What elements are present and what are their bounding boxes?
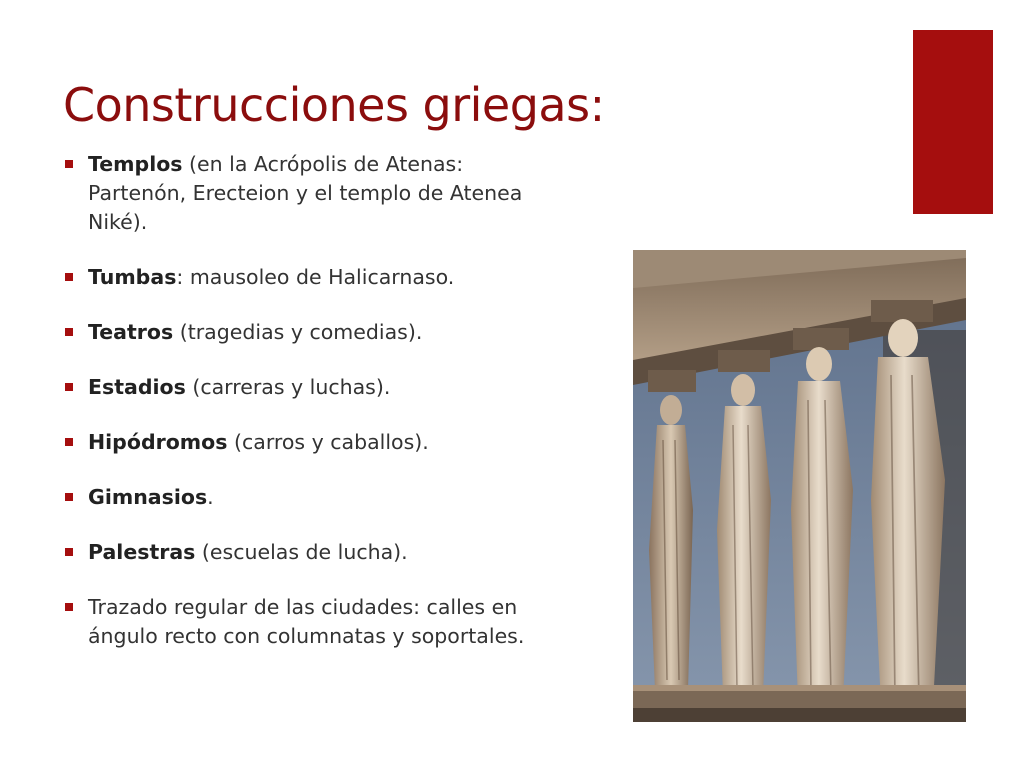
caryatids-photo [633, 250, 966, 722]
bullet-term: Hipódromos [88, 430, 228, 454]
bullet-text: (tragedias y comedias). [173, 320, 423, 344]
bullet-square-icon [65, 493, 73, 501]
bullet-square-icon [65, 160, 73, 168]
bullet-square-icon [65, 603, 73, 611]
bullet-square-icon [65, 273, 73, 281]
bullet-text: (en la Acrópolis de Atenas: Partenón, Erecteion y el templo de Atenea Niké). [88, 152, 523, 234]
bullet-text: Trazado regular de las ciudades: calles en ángulo recto con columnatas y soportales. [88, 595, 525, 648]
bullet-item-teatros [64, 318, 554, 347]
accent-bar [913, 30, 993, 214]
bullet-term: Teatros [88, 320, 174, 344]
bullet-text: (carros y caballos). [227, 430, 429, 454]
bullet-item-trazado [64, 593, 554, 651]
bullet-term: Tumbas [88, 265, 177, 289]
bullet-item-gimnasios [64, 483, 554, 512]
bullet-text: : mausoleo de Halicarnaso. [176, 265, 455, 289]
bullet-item-palestras [64, 538, 554, 567]
bullet-square-icon [65, 383, 73, 391]
bullet-square-icon [65, 328, 73, 336]
bullet-term: Gimnasios [88, 485, 208, 509]
bullet-square-icon [65, 548, 73, 556]
bullet-text: . [207, 485, 214, 509]
bullet-text: (escuelas de lucha). [195, 540, 408, 564]
bullet-item-tumbas [64, 263, 554, 292]
slide-title: Construcciones griegas: [63, 78, 605, 132]
bullet-square-icon [65, 438, 73, 446]
bullet-item-templos [64, 150, 554, 237]
bullet-item-hipodromos [64, 428, 554, 457]
bullet-term: Palestras [88, 540, 196, 564]
bullet-term: Templos [88, 152, 183, 176]
bullet-item-estadios [64, 373, 554, 402]
bullet-list [64, 150, 554, 651]
bullet-text: (carreras y luchas). [185, 375, 391, 399]
bullet-term: Estadios [88, 375, 186, 399]
caryatids-illustration [633, 250, 966, 722]
